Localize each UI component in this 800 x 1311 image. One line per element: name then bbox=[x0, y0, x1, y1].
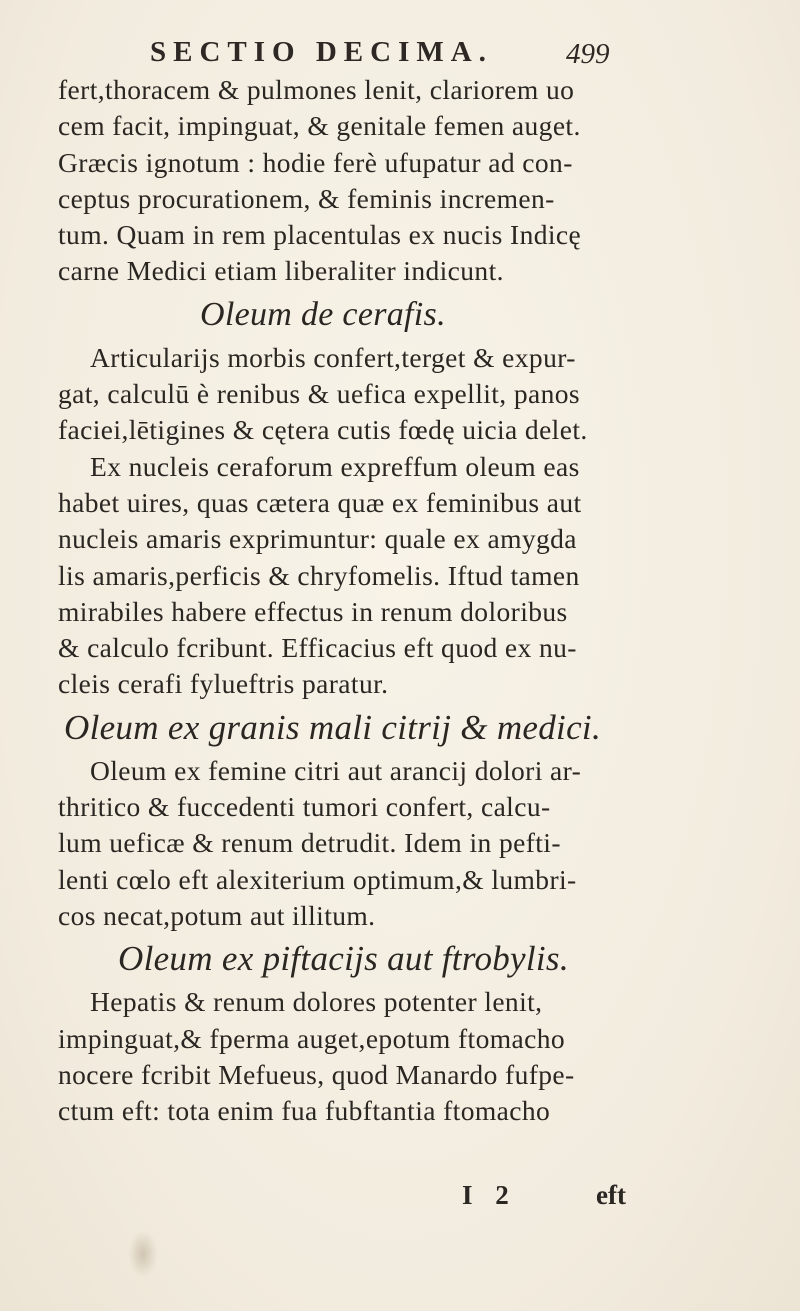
text-line: cos necat,potum aut illitum. bbox=[58, 899, 376, 931]
catchword: eft bbox=[596, 1180, 626, 1210]
text-line: cleis cerafi fylueftris paratur. bbox=[58, 668, 389, 700]
text-line: nocere fcribit Mefueus, quod Manardo fufpe- bbox=[58, 1058, 575, 1090]
text-line: Articularijs morbis confert,terget & expur- bbox=[90, 341, 576, 373]
text-line: Oleum ex femine citri aut arancij dolori ar- bbox=[90, 754, 582, 786]
text-line: ceptus procurationem, & feminis incremen- bbox=[58, 182, 555, 214]
text-line: Græcis ignotum : hodie ferè ufupatur ad con- bbox=[58, 146, 573, 178]
page-footer bbox=[0, 1180, 800, 1220]
paper-stain bbox=[128, 1230, 158, 1278]
text-line: Ex nucleis ceraforum expreffum oleum eas bbox=[90, 450, 580, 482]
text-line: thritico & fuccedenti tumori confert, calcu- bbox=[58, 791, 551, 823]
text-line: gat, calculū è renibus & uefica expellit, panos bbox=[58, 378, 581, 410]
text-line: ctum eft: tota enim fua fubftantia ftomacho bbox=[58, 1095, 551, 1127]
text-line: faciei,lētigines & cętera cutis fœdę uicia delet. bbox=[58, 414, 588, 446]
text-line: lis amaris,perficis & chryfomelis. Iftud tamen bbox=[58, 559, 580, 591]
text-block bbox=[58, 72, 658, 1129]
running-title: SECTIO DECIMA. bbox=[150, 36, 493, 68]
text-line: fert,thoracem & pulmones lenit, clariorem uo bbox=[58, 74, 575, 105]
text-line: habet uires, quas cætera quæ ex feminibus aut bbox=[58, 486, 582, 518]
text-line: lum ueficæ & renum detrudit. Idem in pefti- bbox=[58, 827, 561, 859]
text-line: nucleis amaris exprimuntur: quale ex amygda bbox=[58, 523, 577, 555]
page-number: 499 bbox=[566, 38, 610, 70]
signature-mark: I 2 bbox=[462, 1180, 517, 1210]
text-line: cem facit, impinguat, & genitale femen auget. bbox=[58, 110, 581, 142]
text-line: tum. Quam in rem placentulas ex nucis Indicę bbox=[58, 219, 582, 251]
text-line: carne Medici etiam liberaliter indicunt. bbox=[58, 255, 504, 287]
text-line: Hepatis & renum dolores potenter lenit, bbox=[90, 986, 543, 1018]
text-line: lenti cœlo eft alexiterium optimum,& lumbri- bbox=[58, 863, 577, 895]
section-heading: Oleum ex piftacijs aut ftrobylis. bbox=[118, 939, 569, 979]
text-line: impinguat,& fperma auget,epotum ftomacho bbox=[58, 1022, 566, 1054]
section-heading: Oleum ex granis mali citrij & medici. bbox=[64, 707, 601, 747]
text-line: mirabiles habere effectus in renum doloribus bbox=[58, 595, 568, 627]
section-heading: Oleum de cerafis. bbox=[200, 295, 446, 333]
text-line: & calculo fcribunt. Efficacius eft quod ex nu- bbox=[58, 632, 577, 664]
